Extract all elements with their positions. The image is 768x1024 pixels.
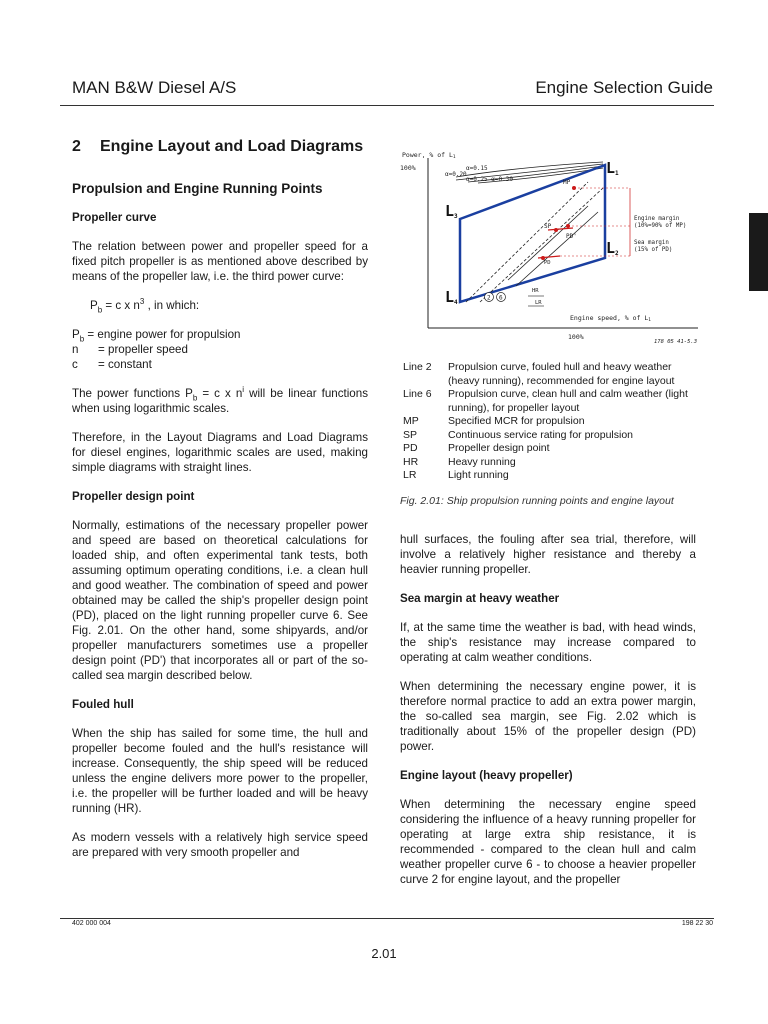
legend-row: PD Propeller design point bbox=[403, 442, 550, 454]
header-divider bbox=[60, 105, 714, 106]
chapter-tab-marker bbox=[749, 213, 768, 291]
definition-row: n = propeller speed bbox=[72, 343, 188, 356]
engine-margin-note: (10%=90% of MP) bbox=[634, 223, 687, 229]
x-axis-title: Engine speed, % of L1 bbox=[570, 314, 651, 323]
paragraph-bad-weather: If, at the same time the weather is bad, with head winds, the ship's resistance may increase compared to operating at calm weather conditions. bbox=[400, 621, 696, 664]
page-number: 2.01 bbox=[371, 946, 397, 961]
x-100-label: 100% bbox=[568, 333, 584, 341]
propeller-curve-6-solid bbox=[516, 212, 598, 286]
alpha-label-025-030: α=0.25 α=0.30 bbox=[466, 176, 513, 183]
heading-fouled-hull: Fouled hull bbox=[72, 698, 134, 711]
legend-row: Line 2 Propulsion curve, fouled hull and heavy weather (heavy running), recommended for engine layout bbox=[403, 361, 675, 387]
paragraph-design-point: Normally, estimations of the necessary propeller power and speed are based on theoretical calculations for loaded ship, and often experimental tank tests, both assuming optimum operating conditions, i.e. a clean hull and good weather. The combination of speed and power obtained may be called the ship's propeller design point (PD), placed on the light running propeller curve 6. See Fig. 2.01. On the other hand, some shipyards, and/or propeller manufacturers sometimes use a propeller design point (PD') that incorporates all or part of the so-called sea margin described below. bbox=[72, 519, 368, 682]
paragraph-sea-margin: When determining the necessary engine power, it is therefore normal practice to add an extra power margin, the so-called sea margin, see Fig. 2.02 which is traditionally about 15% of the propeller design (PD) power. bbox=[400, 680, 696, 753]
propeller-curve-2-solid bbox=[508, 206, 588, 280]
heading-sea-margin: Sea margin at heavy weather bbox=[400, 592, 560, 605]
heading-engine-layout: Engine layout (heavy propeller) bbox=[400, 769, 573, 782]
line-6-label: 6 bbox=[499, 294, 503, 302]
paragraph-propeller-law: The relation between power and propeller speed for a fixed pitch propeller is as mentioned above described by means of the propeller law, i.e. the third power curve: bbox=[72, 240, 368, 283]
alpha-label-020: α=0.20 bbox=[445, 171, 467, 178]
footer-doc-number: 402 000 004 bbox=[72, 920, 111, 927]
corner-l1: L1 bbox=[606, 159, 619, 177]
layout-area-parallelogram bbox=[460, 165, 605, 302]
definition-row: $P_b$ = engine power for propulsion bbox=[72, 328, 241, 344]
paragraph-log-scales: Therefore, in the Layout Diagrams and Load Diagrams for diesel engines, logarithmic scales are used, making simple diagrams with straight lines. bbox=[72, 431, 368, 474]
heading-design-point: Propeller design point bbox=[72, 490, 195, 503]
sea-margin-note: (15% of PD) bbox=[634, 247, 673, 253]
formula-propeller-law: $P_b = c$ x $n^3$ , in which: bbox=[90, 297, 200, 315]
legend-row: LR Light running bbox=[403, 469, 509, 481]
label-mp: MP bbox=[563, 179, 571, 186]
footer-divider bbox=[60, 918, 714, 919]
section-number: 2 bbox=[72, 138, 81, 155]
label-sp: SP bbox=[544, 223, 552, 230]
legend-row: Line 6 Propulsion curve, clean hull and calm weather (light running), for propeller layout bbox=[403, 388, 688, 414]
heading-propeller-curve: Propeller curve bbox=[72, 211, 157, 224]
legend-row: MP Specified MCR for propulsion bbox=[403, 415, 585, 427]
label-pd-prime: PD' bbox=[566, 233, 577, 240]
legend-row: SP Continuous service rating for propulsion bbox=[403, 428, 634, 441]
paragraph-engine-layout: When determining the necessary engine speed considering the influence of a heavy running propeller for operating at large extra ship resistance, it is recommended - compared to the clean hull and calm weather propeller curve 6 - to choose a heavier propeller curve 2 for engine layout, and the propeller bbox=[400, 798, 696, 886]
engine-margin-label: Engine margin bbox=[634, 216, 680, 222]
corner-l2: L2 bbox=[606, 239, 619, 257]
alpha-label-015: α=0.15 bbox=[466, 165, 488, 172]
line-2-label: 2 bbox=[487, 294, 491, 302]
header-company: MAN B&W Diesel A/S bbox=[72, 78, 237, 97]
layout-diagram-figure bbox=[398, 140, 716, 348]
legend-row: HR Heavy running bbox=[403, 455, 516, 468]
section-title bbox=[72, 138, 363, 156]
label-hr: HR bbox=[532, 288, 539, 294]
footer-ref-number: 198 22 30 bbox=[681, 920, 713, 927]
y-axis-title: Power, % of L1 bbox=[402, 151, 456, 160]
section-title-text: Engine Layout and Load Diagrams bbox=[100, 138, 364, 155]
label-pd: PD bbox=[544, 260, 551, 266]
label-lr: LR bbox=[535, 300, 542, 306]
paragraph-fouled-hull: When the ship has sailed for some time, the hull and propeller become fouled and the hull's resistance will increase. Consequently, the ship speed will be reduced unless the engine delivers more power to the propeller, i.e. the propeller will be further loaded and will be heavy running (HR). bbox=[72, 727, 368, 815]
figure-legend bbox=[403, 361, 703, 483]
corner-l4: L4 bbox=[445, 288, 458, 306]
left-column bbox=[72, 210, 368, 874]
paragraph-hull-surfaces: hull surfaces, the fouling after sea trial, therefore, will involve a relatively higher resistance and thereby a heavier running propeller. bbox=[400, 533, 696, 576]
y-100-label: 100% bbox=[400, 164, 416, 172]
figure-reference: 178 05 41-5.3 bbox=[654, 339, 698, 345]
right-column bbox=[400, 532, 696, 901]
header-guide-title: Engine Selection Guide bbox=[535, 78, 713, 97]
propeller-curve-2 bbox=[466, 182, 588, 302]
sea-margin-label: Sea margin bbox=[634, 240, 669, 246]
definition-list bbox=[72, 327, 368, 372]
definition-row: c = constant bbox=[72, 358, 152, 371]
paragraph-modern-vessels: As modern vessels with a relatively high service speed are prepared with very smooth propeller and bbox=[72, 831, 368, 859]
paragraph-power-functions: The power functions $P_b = c$ x $n^i$ will be linear functions when using logarithmic scales. bbox=[72, 385, 368, 415]
corner-l3: L3 bbox=[445, 202, 458, 220]
subsection-title: Propulsion and Engine Running Points bbox=[72, 181, 323, 196]
sea-margin-marker bbox=[548, 228, 573, 230]
figure-caption: Fig. 2.01: Ship propulsion running points and engine layout bbox=[400, 495, 674, 507]
